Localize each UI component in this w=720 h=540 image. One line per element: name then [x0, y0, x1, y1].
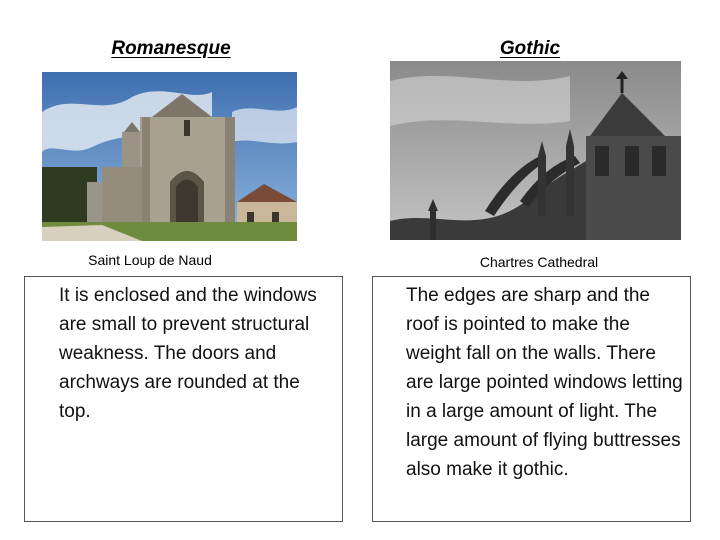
romanesque-heading: Romanesque: [111, 38, 231, 59]
gothic-cathedral-photo: [390, 61, 681, 240]
romanesque-church-photo: [42, 72, 297, 241]
romanesque-description: It is enclosed and the windows are small to prevent structural weakness. The doors and archways are rounded at the top.: [59, 285, 317, 422]
gothic-caption: Chartres Cathedral: [479, 254, 599, 270]
romanesque-description-box: [24, 276, 343, 522]
gothic-description: The edges are sharp and the roof is pointed to make the weight fall on the walls. There are large pointed windows letting in a large amount of light. The large amount of flying buttresses also make it gothic.: [406, 285, 683, 480]
gothic-description-box: [372, 276, 691, 522]
romanesque-caption: Saint Loup de Naud: [88, 252, 212, 268]
gothic-heading: Gothic: [499, 38, 561, 59]
